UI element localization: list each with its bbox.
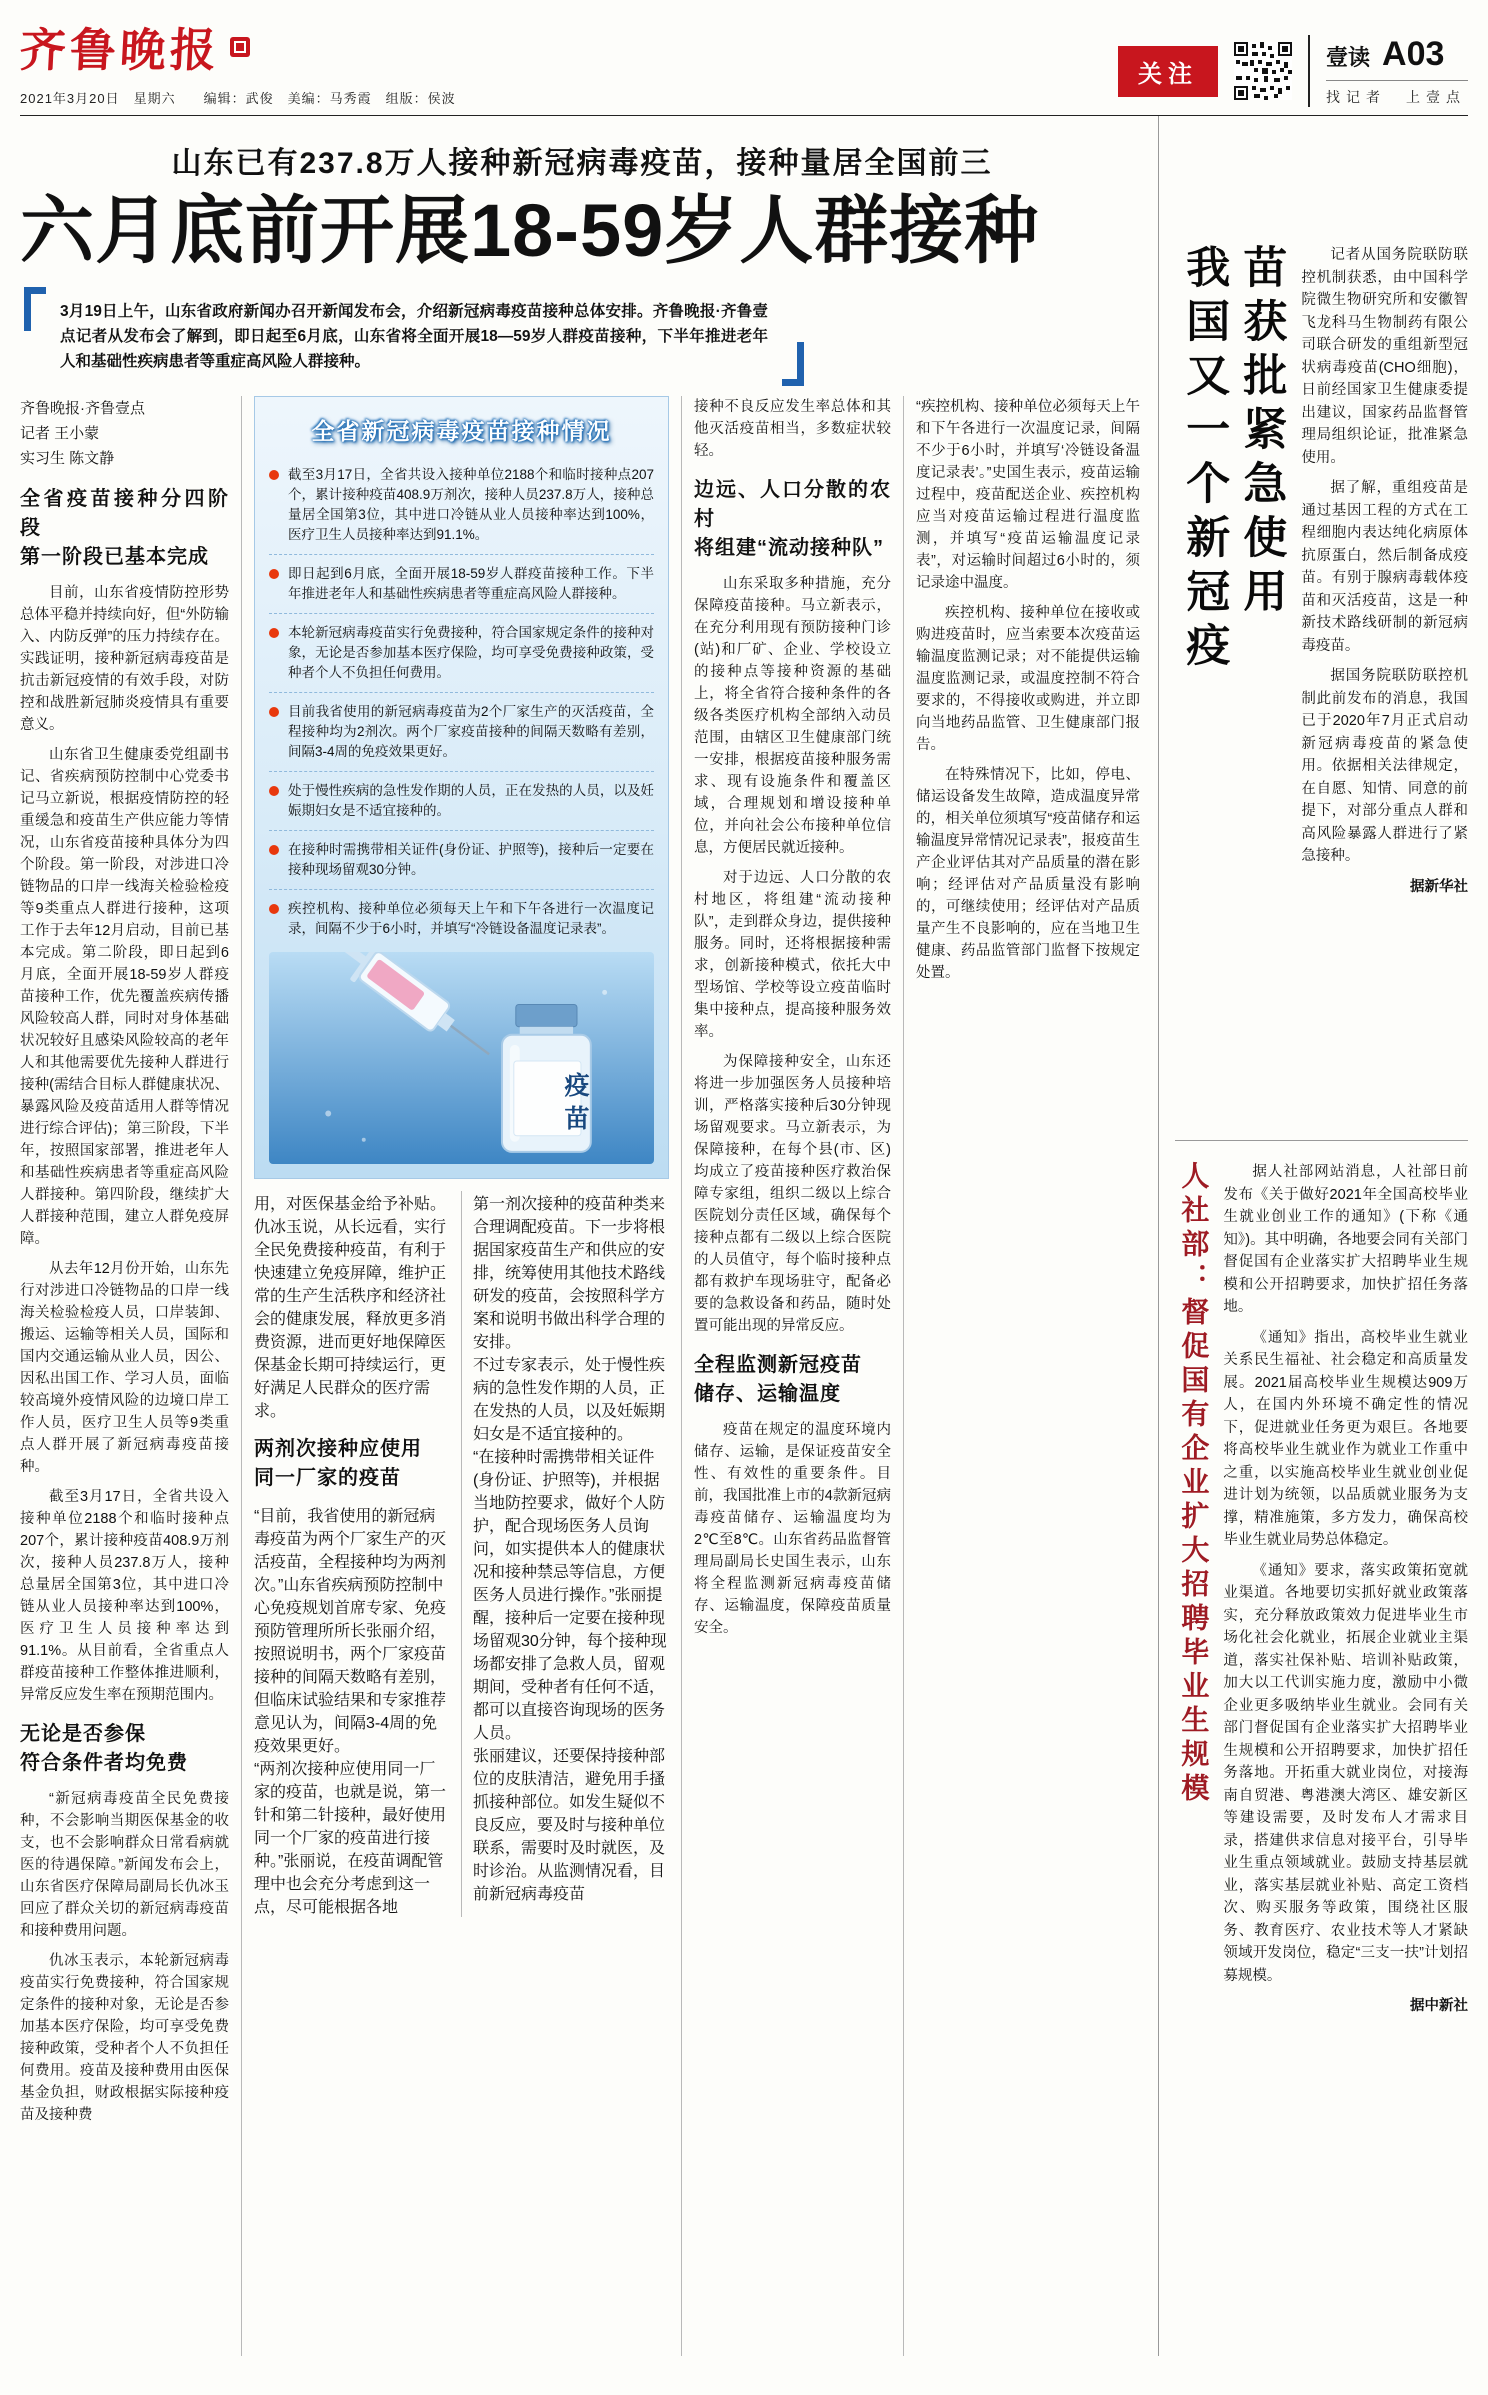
paragraph: “在接种时需携带相关证件(身份证、护照等)，并根据当地防控要求，做好个人防护，配合现场医务人员询问，如实提供本人的健康状况和接种禁忌等信息，方便医务人员进行操作。”张丽提醒，接种后一定要在接种现场留观30分钟，每个接种现场都安排了急救人员，留观期间，受种者有任何不适，都可以直接咨询现场的医务人员。 bbox=[473, 1449, 667, 1743]
list-item: 本轮新冠病毒疫苗实行免费接种，符合国家规定条件的接种对象，无论是否参加基本医疗保险，均可享受免费接种政策，受种者个人不负担任何费用。 bbox=[269, 614, 654, 693]
news-source: 据新华社 bbox=[1410, 878, 1468, 895]
list-item: 即日起到6月底，全面开展18-59岁人群疫苗接种工作。下半年推进老年人和基础性疾病患者等重症高风险人群接种。 bbox=[269, 555, 654, 614]
sidebar-article2-body bbox=[1223, 1161, 1468, 2026]
intern-name: 实习生 陈文静 bbox=[20, 450, 115, 468]
masthead-left bbox=[20, 14, 456, 107]
vaccine-info-list bbox=[269, 456, 654, 948]
paragraph: 仇冰玉表示，本轮新冠病毒疫苗实行免费接种，符合国家规定条件的接种对象，无论是否参加基本医疗保险，均可享受免费接种政策，受种者个人不负担任何费用。疫苗及接种费用由医保基金负担，财政根据实际接种疫苗及接种费 bbox=[20, 1953, 229, 2124]
paragraph: 从去年12月份开始，山东先行对涉进口冷链物品的口岸一线海关检验检疫人员，口岸装卸、搬运、运输等相关人员，国际和国内交通运输从业人员，因公、因私出国工作、学习人员，面临较高境外疫情风险的边境口岸工作人员，医疗卫生人员等9类重点人群开展了新冠病毒疫苗接种。 bbox=[20, 1261, 229, 1476]
list-item: 处于慢性疾病的急性发作期的人员，正在发热的人员，以及妊娠期妇女是不适宜接种的。 bbox=[269, 772, 654, 831]
section-name: 壹读 bbox=[1326, 45, 1371, 70]
paragraph: 在特殊情况下，比如，停电、储运设备发生故障，造成温度异常的，相关单位须填写“疫苗储存和运输温度异常情况记录表”，报疫苗生产企业评估其对产品质量的潜在影响；经评估对产品质量没有影响的，可继续使用；经评估对产品质量产生不良影响的，应在当地卫生健康、药品监管部门监督下按规定处置。 bbox=[916, 767, 1140, 982]
main-headline: 六月底前开展18-59岁人群接种 bbox=[20, 189, 1040, 272]
main-article bbox=[20, 116, 1158, 2356]
paragraph: 截至3月17日，全省共设入接种单位2188个和临时接种点207个，累计接种疫苗408.9万剂次，接种人员237.8万人，接种总量居全国第3位，其中进口冷链从业人员接种率达到100%，医疗卫生人员接种率达到91.1%。从目前看，全省重点人群疫苗接种工作整体推进顺利，异常反应发生率在预期范围内。 bbox=[20, 1489, 229, 1704]
column-4 bbox=[682, 396, 904, 2356]
newspaper-logo: 齐鲁晚报 bbox=[18, 25, 222, 76]
section-heading-mobile-teams: 边远、人口分散的农村 将组建“流动接种队” bbox=[694, 479, 891, 560]
lead-bracket-left-icon bbox=[24, 287, 46, 331]
lead-paragraph: 3月19日上午，山东省政府新闻办召开新闻发布会，介绍新冠病毒疫苗接种总体安排。齐鲁晚报·齐鲁壹点记者从发布会了解到，即日起至6月底，山东省将全面开展18—59岁人群疫苗接种，下半年推进老年人和基础性疾病患者等重症高风险人群接种。 bbox=[60, 303, 768, 371]
column-middle bbox=[242, 396, 682, 2356]
reporter-name: 记者 王小蒙 bbox=[20, 425, 100, 443]
paragraph: 接种不良反应发生率总体和其他灭活疫苗相当，多数症状较轻。 bbox=[694, 399, 891, 460]
logo-seal-icon bbox=[230, 37, 250, 57]
column-3 bbox=[462, 1191, 669, 1917]
paragraph: 第一剂次接种的疫苗种类来合理调配疫苗。下一步将根据国家疫苗生产和供应的安排，统筹使用其他技术路线研发的疫苗，会按照科学方案和说明书做出科学合理的安排。 bbox=[473, 1196, 666, 1352]
paragraph: 山东省卫生健康委党组副书记、省疾病预防控制中心党委书记马立新说，根据疫情防控的轻重缓急和疫苗生产供应能力等情况，山东省疫苗接种具体分为四个阶段。第一阶段，对涉进口冷链物品的口岸一线海关检验检疫等9类重点人群进行接种，这项工作于去年12月启动，目前已基本完成。第二阶段，即日起到6月底，全面开展18-59岁人群疫苗接种工作，优先覆盖疾病传播风险较高人群，同时对身体基础状况较好且感染风险较高的老年人和其他需要优先接种人群进行接种(需结合目标人群健康状况、暴露风险及疫苗适用人群等情况进行综合评估)；第三阶段，下半年，按照国家部署，推进老年人和基础性疾病患者等重症高风险人群接种。第四阶段，继续扩大人群接种范围，建立人群免疫屏障。 bbox=[20, 747, 229, 1248]
byline bbox=[20, 396, 229, 471]
list-item: 截至3月17日，全省共设入接种单位2188个和临时接种点207个，累计接种疫苗408.9万剂次，接种人员237.8万人，接种总量居全国第3位，其中进口冷链从业人员接种率达到100%，医疗卫生人员接种率达到91.1%。 bbox=[269, 456, 654, 555]
sidebar-article-vaccine-approval bbox=[1175, 244, 1468, 1124]
lead-bracket-right-icon bbox=[782, 342, 804, 386]
bullet-icon bbox=[269, 904, 279, 914]
vial-label: 疫苗 bbox=[561, 1072, 589, 1139]
paragraph: 山东采取多种措施，充分保障疫苗接种。马立新表示，在充分利用现有预防接种门诊(站)和厂矿、企业、学校设立的接种点等接种资源的基础上，将全省符合接种条件的各级各类医疗机构全部纳入动员范围，由辖区卫生健康部门统一安排，根据疫苗接种服务需求、现有设施条件和覆盖区域，合理规划和增设接种单位，并向社会公布接种单位信息，方便居民就近接种。 bbox=[694, 576, 891, 857]
dateline: 2021年3月20日 星期六 编辑：武俊 美编：马秀霞 组版：侯波 bbox=[20, 91, 456, 106]
paragraph: 记者从国务院联防联控机制获悉，由中国科学院微生物研究所和安徽智飞龙科马生物制药有限公司联合研发的重组新型冠状病毒疫苗(CHO细胞)，日前经国家卫生健康委提出建议，国家药品监督管理局组织论证，批准紧急使用。 bbox=[1301, 247, 1468, 466]
section-heading-same-maker: 两剂次接种应使用 同一厂家的疫苗 bbox=[254, 1438, 422, 1490]
column-2 bbox=[254, 1191, 462, 1917]
list-item: 在接种时需携带相关证件(身份证、护照等)，接种后一定要在接种现场留观30分钟。 bbox=[269, 831, 654, 890]
list-item: 目前我省使用的新冠病毒疫苗为2个厂家生产的灭活疫苗，全程接种均为2剂次。两个厂家疫苗接种的间隔天数略有差别，间隔3-4周的免疫效果更好。 bbox=[269, 693, 654, 772]
column-5 bbox=[904, 396, 1144, 2356]
sidebar-article2-title: 人社部：督促国有企业扩大招聘毕业生规模 bbox=[1178, 1161, 1210, 1807]
follow-button[interactable]: 关注 bbox=[1118, 46, 1218, 97]
bullet-icon bbox=[269, 470, 279, 480]
paragraph: 疫苗在规定的温度环境内储存、运输，是保证疫苗安全性、有效性的重要条件。目前，我国批准上市的4款新冠病毒疫苗储存、运输温度均为2℃至8℃。山东省药品监督管理局副局长史国生表示，山东将全程监测新冠病毒疫苗储存、运输温度，保障疫苗质量安全。 bbox=[694, 1422, 891, 1637]
page-info bbox=[1308, 35, 1468, 107]
kicker: 山东已有237.8万人接种新冠病毒疫苗，接种量居全国前三 bbox=[171, 147, 993, 180]
page-number: A03 bbox=[1382, 35, 1445, 73]
sidebar bbox=[1158, 116, 1468, 2356]
paragraph: 为保障接种安全，山东还将进一步加强医务人员接种培训，严格落实接种后30分钟现场留观要求。马立新表示，为保障接种，在每个县(市、区)均成立了疫苗接种医疗救治保障专家组，组织二级以上综合医院划分责任区域，确保每个接种点都有二级以上综合医院的人员值守，每个临时接种点都有救护车现场驻守，配备必要的急救设备和药品，随时处置可能出现的异常反应。 bbox=[694, 1054, 891, 1335]
paragraph: “目前，我省使用的新冠病毒疫苗为两个厂家生产的灭活疫苗，全程接种均为两剂次。”山东省疾病预防控制中心免疫规划首席专家、免疫预防管理所所长张丽介绍，按照说明书，两个厂家疫苗接种的间隔天数略有差别，但临床试验结果和专家推荐意见认为，间隔3-4周的免疫效果更好。 bbox=[254, 1508, 447, 1756]
masthead-right bbox=[1118, 35, 1468, 107]
list-item: 疾控机构、接种单位必须每天上午和下午各进行一次温度记录，间隔不少于6小时，并填写“冷链设备温度记录表”。 bbox=[269, 890, 654, 948]
byline-credit: 齐鲁晚报·齐鲁壹点 bbox=[20, 400, 145, 418]
content-area bbox=[20, 116, 1468, 2356]
paragraph: “两剂次接种应使用同一厂家的疫苗，也就是说，第一针和第二针接种，最好使用同一个厂家的疫苗进行接种。”张丽说，在疫苗调配管理中也会充分考虑到这一点，尽可能根据各地 bbox=[254, 1761, 447, 1917]
bullet-icon bbox=[269, 786, 279, 796]
paragraph: 疾控机构、接种单位在接收或购进疫苗时，应当索要本次疫苗运输温度监测记录；对不能提供运输温度监测记录，或温度控制不符合要求的，不得接收或购进，并立即向当地药品监管、卫生健康部门报告。 bbox=[916, 605, 1140, 754]
bullet-icon bbox=[269, 569, 279, 579]
news-source: 据中新社 bbox=[1410, 1998, 1468, 2014]
paragraph: “新冠病毒疫苗全民免费接种，不会影响当期医保基金的收支，也不会影响群众日常看病就医的待遇保障。”新闻发布会上，山东省医疗保障局副局长仇冰玉回应了群众关切的新冠病毒疫苗和接种费用问题。 bbox=[20, 1791, 229, 1940]
vaccine-illustration bbox=[269, 952, 654, 1164]
paragraph: 用，对医保基金给予补贴。 bbox=[254, 1196, 447, 1214]
paragraph: 据人社部网站消息，人社部日前发布《关于做好2021年全国高校毕业生就业创业工作的通知》(下称《通知》)。其中明确，各地要会同有关部门督促国有企业落实扩大招聘毕业生规模和公开招聘要求，加快扩招任务落地。 bbox=[1223, 1164, 1468, 1315]
bullet-icon bbox=[269, 845, 279, 855]
lead-block bbox=[24, 287, 804, 386]
paragraph: 对于边远、人口分散的农村地区，将组建“流动接种队”，走到群众身边，提供接种服务。同时，还将根据接种需求，创新接种模式，依托大中型场馆、学校等设立疫苗临时集中接种点，提高接种服务效率。 bbox=[694, 870, 891, 1041]
paragraph: 目前，山东省疫情防控形势总体平稳并持续向好，但“外防输入、内防反弹”的压力持续存在。实践证明，接种新冠病毒疫苗是抗击新冠疫情的有效手段，对防控和战胜新冠肺炎疫情具有重要意义。 bbox=[20, 585, 229, 734]
qr-code-icon bbox=[1234, 42, 1292, 100]
sidebar-article1-title: 我国又一个新冠疫苗获批紧急使用 bbox=[1179, 244, 1286, 676]
paragraph: 据了解，重组疫苗是通过基因工程的方式在工程细胞内表达纯化病原体抗原蛋白，然后制备成疫苗。有别于腺病毒载体疫苗和灭活疫苗，这是一种新技术路线研制的新冠病毒疫苗。 bbox=[1301, 480, 1468, 654]
sidebar-article1-body bbox=[1301, 244, 1468, 1124]
infobox-title: 全省新冠病毒疫苗接种情况 bbox=[311, 418, 612, 445]
sub-columns bbox=[254, 1191, 669, 1917]
vaccine-infobox bbox=[254, 396, 669, 1179]
section-heading-free: 无论是否参保 符合条件者均免费 bbox=[20, 1723, 188, 1775]
sidebar-article-graduates bbox=[1175, 1140, 1468, 2026]
section-heading-stages: 全省疫苗接种分四阶段 第一阶段已基本完成 bbox=[20, 488, 229, 569]
section-heading-temperature: 全程监测新冠疫苗 储存、运输温度 bbox=[694, 1354, 862, 1406]
article-columns bbox=[20, 396, 1144, 2356]
paragraph: 据国务院联防联控机制此前发布的消息，我国已于2020年7月正式启动新冠病毒疫苗的紧急使用。依据相关法律规定，在自愿、知情、同意的前提下，对部分重点人群和高风险暴露人群进行了紧急接种。 bbox=[1301, 668, 1468, 864]
column-1 bbox=[20, 396, 242, 2356]
paragraph: 不过专家表示，处于慢性疾病的急性发作期的人员，正在发热的人员，以及妊娠期妇女是不适宜接种的。 bbox=[473, 1357, 666, 1444]
masthead bbox=[20, 14, 1468, 116]
paragraph: 仇冰玉说，从长远看，实行全民免费接种疫苗，有利于快速建立免疫屏障，维护正常的生产生活秩序和经济社会的健康发展，释放更多消费资源，进而更好地保障医保基金长期可持续运行，更好满足人民群众的医疗需求。 bbox=[254, 1219, 447, 1421]
paragraph: 《通知》指出，高校毕业生就业关系民生福祉、社会稳定和高质量发展。2021届高校毕业生规模达909万人，在国内外环境不确定性的情况下，促进就业任务更为艰巨。各地要将高校毕业生就业作为就业工作重中之重，以实施高校毕业生就业创业促进计划为统领，以品质就业服务为支撑，精准施策，多方发力，确保高校毕业生就业局势总体稳定。 bbox=[1223, 1329, 1468, 1548]
slogan: 找记者 上壹点 bbox=[1326, 89, 1466, 105]
paragraph: “疾控机构、接种单位必须每天上午和下午各进行一次温度记录，间隔不少于6小时，并填写‘冷链设备温度记录表’。”史国生表示，疫苗运输过程中，疫苗配送企业、疾控机构应当对疫苗运输过程进行温度监测，并填写“疫苗运输温度记录表”，对运输时间超过6小时的，须记录途中温度。 bbox=[916, 399, 1140, 592]
bullet-icon bbox=[269, 707, 279, 717]
bullet-icon bbox=[269, 628, 279, 638]
paragraph: 《通知》要求，落实政策拓宽就业渠道。各地要切实抓好就业政策落实，充分释放政策效力促进毕业生市场化社会化就业，拓展企业就业主渠道，落实社保补贴、培训补贴政策，加大以工代训实施力度，激励中小微企业更多吸纳毕业生就业。会同有关部门督促国有企业落实扩大招聘毕业生规模和公开招聘要求，加快扩招任务落地。开拓重大就业岗位，对接海南自贸港、粤港澳大湾区、雄安新区等建设需要，及时发布人才需求目录，搭建供求信息对接平台，引导毕业生重点领域就业。鼓励支持基层就业，落实基层就业补贴、高定工资档次、购买服务等政策，围绕社区服务、教育医疗、农业技术等人才紧缺领域开发岗位，稳定“三支一扶”计划招募规模。 bbox=[1223, 1562, 1468, 1984]
paragraph: 张丽建议，还要保持接种部位的皮肤清洁，避免用手搔抓接种部位。如发生疑似不良反应，要及时与接种单位联系，需要时及时就医，及时诊治。从监测情况看，目前新冠病毒疫苗 bbox=[473, 1748, 666, 1904]
